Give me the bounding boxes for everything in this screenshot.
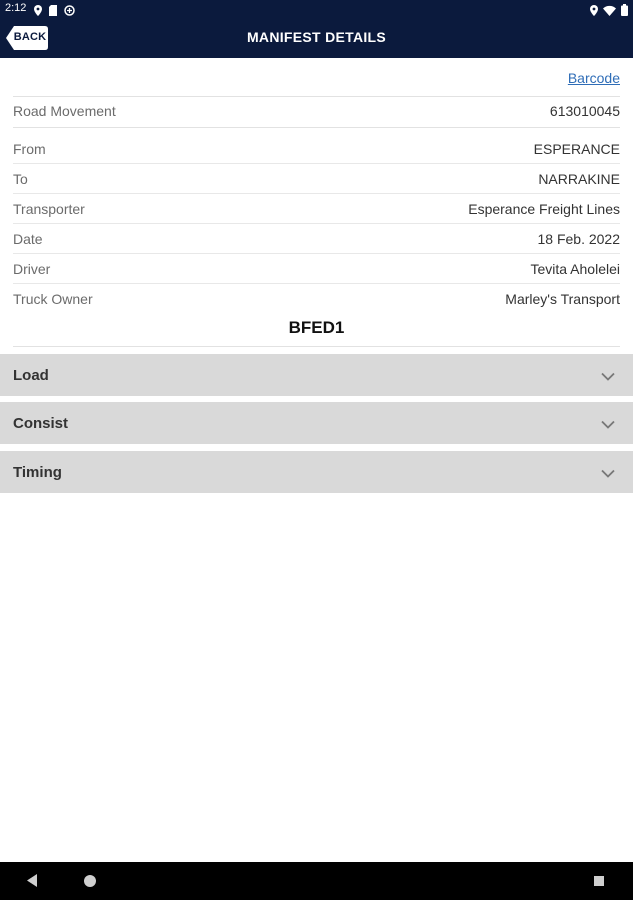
status-bar xyxy=(0,0,633,18)
chevron-down-icon xyxy=(601,416,615,434)
detail-row-driver xyxy=(13,254,620,284)
detail-row-transporter xyxy=(13,194,620,224)
detail-value: Esperance Freight Lines xyxy=(468,201,620,217)
detail-label: Driver xyxy=(13,261,51,277)
detail-row-to xyxy=(13,164,620,194)
detail-value: ESPERANCE xyxy=(533,141,620,157)
section-label: Timing xyxy=(13,464,62,481)
detail-label: Transporter xyxy=(13,201,85,217)
nav-recents-icon[interactable] xyxy=(594,876,604,886)
detail-label: Date xyxy=(13,231,43,247)
system-nav-bar xyxy=(0,862,633,900)
detail-value: Tevita Aholelei xyxy=(530,261,620,277)
detail-value: Marley's Transport xyxy=(505,291,620,307)
page-title: MANIFEST DETAILS xyxy=(246,29,387,45)
detail-row-from xyxy=(13,134,620,164)
detail-label: To xyxy=(13,171,28,187)
detail-value: 613010045 xyxy=(549,103,620,119)
chevron-down-icon xyxy=(601,465,615,483)
detail-row-truck-owner xyxy=(13,284,620,313)
section-load[interactable] xyxy=(0,354,633,396)
detail-label: From xyxy=(13,141,46,157)
app-header xyxy=(0,18,633,58)
barcode-row xyxy=(13,58,620,97)
detail-label: Road Movement xyxy=(13,103,116,119)
manifest-code: BFED1 xyxy=(13,313,620,347)
section-label: Load xyxy=(13,367,49,384)
detail-label: Truck Owner xyxy=(13,291,93,307)
section-label: Consist xyxy=(13,415,69,432)
section-timing[interactable] xyxy=(0,451,633,493)
detail-value: NARRAKINE xyxy=(538,171,620,187)
back-button-label: BACK xyxy=(13,31,47,43)
section-consist[interactable] xyxy=(0,402,633,444)
detail-value: 18 Feb. 2022 xyxy=(537,231,620,247)
detail-row-date xyxy=(13,224,620,254)
chevron-down-icon xyxy=(601,368,615,386)
status-time: 2:12 xyxy=(5,2,27,14)
nav-home-icon[interactable] xyxy=(84,875,96,887)
nav-back-icon[interactable] xyxy=(27,874,38,892)
detail-row-road-movement xyxy=(13,97,620,128)
manifest-details xyxy=(13,58,620,347)
barcode-link[interactable]: Barcode xyxy=(567,70,620,86)
